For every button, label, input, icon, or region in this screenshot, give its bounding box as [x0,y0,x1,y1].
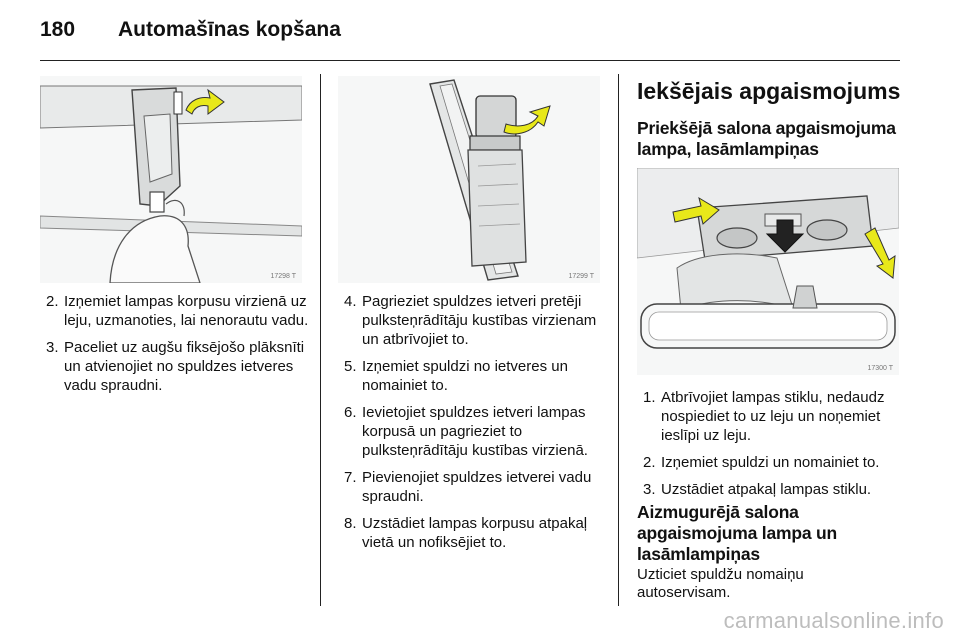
step-number: 8. [344,515,357,532]
figure-front-interior-lamp [637,168,899,375]
arrow-icon [40,76,302,283]
list-item [338,403,608,460]
steps-list-col3 [637,388,909,507]
subsection-title-rear-lamp: Aizmugurējā salona apgaismojuma lampa un lasāmlampiņas [637,502,838,564]
step-text: Uzstādiet atpakaļ lampas stiklu. [661,481,872,498]
step-number: 1. [643,389,656,406]
step-text: Paceliet uz augšu fiksējošo plāksnīti un atvienojiet no spuldzes ietveres vadu spraudni. [64,339,305,394]
list-item [338,514,608,552]
column-divider-1 [320,74,321,606]
section-title: Iekšējais apgaismojums [637,78,901,104]
column-divider-2 [618,74,619,606]
step-number: 7. [344,469,357,486]
list-item [338,468,608,506]
watermark: carmanualsonline.info [723,608,944,633]
page-number: 180 [40,18,76,41]
step-text: Izņemiet spuldzi no ietveres un nomainiet to. [362,358,568,394]
step-text: Izņemiet spuldzi un nomainiet to. [661,454,880,471]
step-text: Atbrīvojiet lampas stiklu, nedaudz nospiediet to uz leju un noņemiet ieslīpi uz leju. [661,389,885,444]
header-rule [40,60,900,61]
rear-lamp-note: Uzticiet spuldžu nomaiņu autoservisam. [637,566,804,601]
list-item [637,453,909,472]
step-number: 4. [344,293,357,310]
page-title: Automašīnas kopšana [118,18,341,41]
step-text: Ievietojiet spuldzes ietveri lampas korpusā un pagrieziet to pulksteņrādītāju kustības virzienā. [362,404,588,459]
figure-lamp-housing-removal [40,76,302,283]
figure-code: 17299 T [568,273,594,280]
step-number: 2. [643,454,656,471]
figure-code: 17298 T [270,273,296,280]
steps-list-col2 [338,292,608,560]
figure-bulb-holder-rotation [338,76,600,283]
step-text: Uzstādiet lampas korpusu atpakaļ vietā un nofiksējiet to. [362,515,588,551]
push-down-arrow-icon [637,168,899,375]
list-item [40,292,310,330]
list-item [637,480,909,499]
subsection-title-front-lamp: Priekšējā salona apgaismojuma lampa, lasāmlampiņas [637,118,896,159]
rotate-arrow-icon [338,76,600,283]
step-text: Izņemiet lampas korpusu virzienā uz leju, uzmanoties, lai nenorautu vadu. [64,293,309,329]
figure-code: 17300 T [867,365,893,372]
list-item [338,357,608,395]
step-number: 5. [344,358,357,375]
step-number: 6. [344,404,357,421]
list-item [40,338,310,395]
list-item [338,292,608,349]
step-number: 3. [46,339,59,356]
step-text: Pievienojiet spuldzes ietverei vadu spraudni. [362,469,592,505]
step-text: Pagrieziet spuldzes ietveri pretēji pulksteņrādītāju kustības virzienam un atbrīvojiet to. [362,293,597,348]
steps-list-col1 [40,292,310,403]
list-item [637,388,909,445]
step-number: 2. [46,293,59,310]
step-number: 3. [643,481,656,498]
